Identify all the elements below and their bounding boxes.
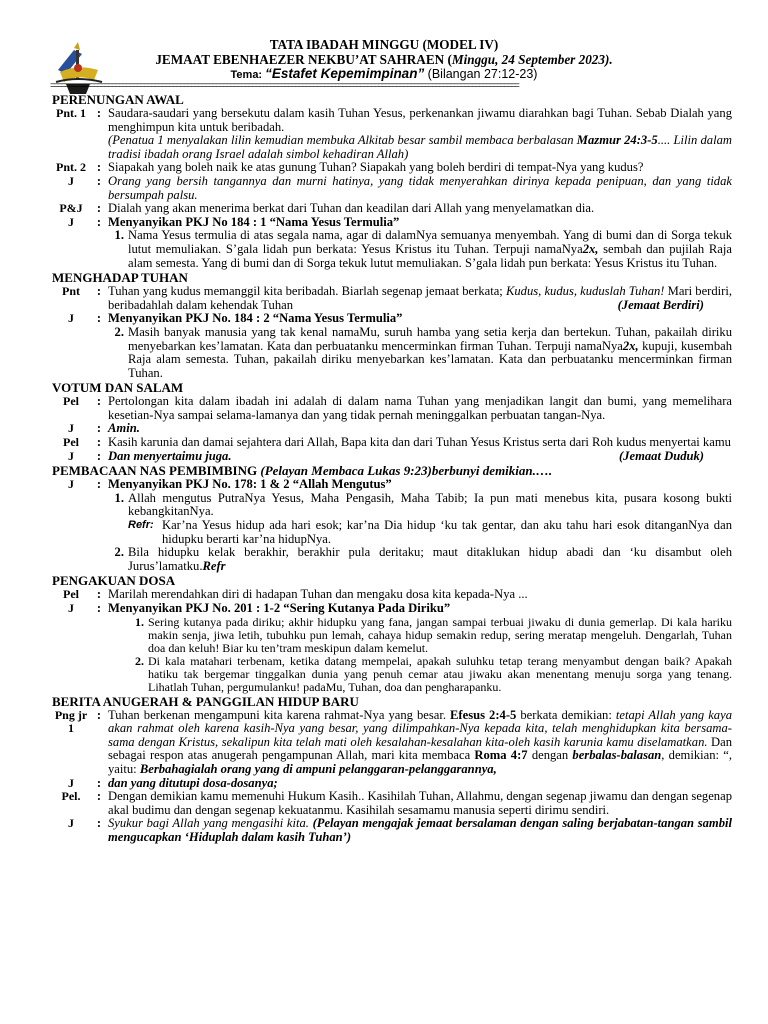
text: Di kala matahari terbenam, ketika datang mempelai, apakah suluhku tetap terang menyambut dengan baik? Apakah hatiku tak bergemar tinggalkan dunia yang penuh cemar atau jiwaku akan menentang menuju sorga yang tenang. Lihatlah Tuhan, pergumulanku! padaMu, Tuhan, doa dan pengharapanku. (148, 653, 732, 694)
section-pembacaan-nas (52, 464, 732, 478)
text: 2. (114, 324, 124, 339)
text: (Jemaat Berdiri) (617, 297, 704, 312)
liturgy-row (52, 422, 732, 436)
text: Dan sebagai respon atas anugerah pengampunan Allah, mari kita membaca (108, 734, 732, 763)
text: 2x, (582, 241, 599, 256)
text: Tuhan berkenan mengampuni kita karena rahmat-Nya yang besar. (108, 707, 451, 722)
section-menghadap-tuhan: MENGHADAP TUHAN (52, 270, 188, 286)
song-title: Menyanyikan PKJ No. 184 : 2 “Nama Yesus Termulia” (108, 311, 403, 326)
text: : (96, 477, 102, 492)
text: J (68, 816, 74, 831)
text: Dengan demikian kamu memenuhi Hukum Kasih.. Kasihilah Tuhan, Allahmu, dengan segenap jiwamu dan dengan segenap akal budimu dan dengan segenap kekuatanmu. Kasihilah sesamamu manusia seperti dirimu sendiri. (108, 789, 732, 817)
section-pengakuan-dosa: PENGAKUAN DOSA (52, 573, 176, 589)
text: : (96, 284, 102, 299)
text: Pel (63, 394, 79, 409)
separator-line: ================================================================================================================================== (50, 81, 519, 91)
text: 1. (135, 614, 144, 629)
text: Amin. (108, 421, 140, 436)
section-perenungan-awal: PERENUNGAN AWAL (52, 92, 184, 107)
song-verse (108, 546, 732, 573)
text: Syukur bagi Allah yang mengasihi kita. (108, 816, 313, 831)
liturgy-row (52, 161, 732, 175)
text: Bila hidupku kelak berakhir, berakhir pula deritaku; maut ditaklukan hidup abadi dan ‘ku disambut oleh Jurus’lamatku. (128, 545, 732, 573)
liturgy-row (52, 790, 732, 817)
text: J (68, 601, 74, 615)
speaker-label: Pnt. 1 (56, 106, 86, 120)
liturgy-row (52, 588, 732, 602)
section-berita-anugerah: BERITA ANUGERAH & PANGGILAN HIDUP BARU (52, 693, 359, 709)
text: (Penatua 1 menyalakan lilin kemudian membuka Alkitab besar sambil membaca berbalasan (108, 133, 577, 148)
speaker-label: Pnt. 2 (56, 160, 86, 175)
text: Saudara-saudari yang bersekutu dalam kasih Tuhan Yesus, perkenankan jiwamu diarahkan bagi Tuhan. Sebab Dialah yang menghimpun kita untuk beribadah. (108, 106, 732, 134)
song-row (52, 312, 732, 326)
text: Tuhan yang kudus memanggil kita beribadah. Biarlah segenap jemaat berkata; (108, 284, 506, 299)
liturgy-content (52, 92, 732, 845)
liturgy-row (52, 285, 732, 312)
text: : (96, 816, 102, 831)
text: : (96, 394, 102, 409)
text: kupuji, kusembah Raja alam semesta. Tuhan, pakailah diriku menyebarkan kes’lamatan. Kata dan perbuatanku mencerminkan firman Tuhan. (128, 338, 733, 380)
text: “Estafet Kepemimpinan” (265, 66, 425, 81)
document-header (0, 38, 768, 83)
text: Sering kutanya pada diriku; akhir hidupku yang fana, jangan sampai terbuai jiwaku di dunia gemerlap. Di kala hariku makin senja, jiwa letih, tubuhku pun lemah, cahaya hidup semakin redup, sering meratap mengeluh. Dengarlah, Tuhan doa dan keluh! Biar ku ten’tram meskipun dalam kemelut. (148, 614, 732, 655)
text: J (68, 775, 74, 790)
text: : (96, 448, 102, 463)
text: : (96, 601, 102, 615)
text: : (96, 421, 102, 436)
song-verse (108, 229, 732, 270)
text: Marilah merendahkan diri di hadapan Tuhan dan mengaku dosa kita kepada-Nya ... (108, 587, 528, 602)
text: Kasih karunia dan damai sejahtera dari Allah, Bapa kita dan dari Tuhan Yesus Kristus serta dari Roh kudus menyertai kamu (108, 435, 731, 450)
song-title: Menyanyikan PKJ No 184 : 1 “Nama Yesus Termulia” (108, 214, 400, 229)
text: Berbahagialah orang yang di ampuni pelanggaran-pelanggarannya, (139, 761, 497, 776)
liturgy-row (52, 777, 732, 791)
text: Minggu, 24 September 2023). (451, 51, 613, 67)
text: sembah dan pujilah Raja alam semesta. Yang di bumi dan di Sorga tekuk lutut memuliakan. S’gala lidah pun berkata: Yesus Kristus itu Tuhan. (128, 241, 732, 270)
speaker-label: P&J (59, 201, 83, 216)
liturgy-row (52, 107, 732, 161)
text: Tema: (230, 69, 266, 81)
song-row (52, 602, 732, 616)
speaker-label: J (68, 173, 74, 188)
song-verse (128, 616, 732, 655)
text: Siapakah yang boleh naik ke atas gunung Tuhan? Siapakah yang boleh berdiri di tempat-Nya yang kudus? (108, 160, 644, 175)
song-verse (128, 655, 732, 694)
text: dengan (527, 748, 573, 763)
song-row (52, 478, 732, 492)
text: berbalas-balasan (572, 748, 662, 763)
text: Pel (63, 587, 79, 602)
liturgy-row (52, 450, 732, 464)
text: : (96, 435, 102, 450)
text: Pel (63, 435, 79, 450)
song-verse (108, 492, 732, 519)
section-votum-dan-salam: VOTUM DAN SALAM (52, 380, 184, 396)
song-verse (108, 326, 732, 380)
text: Mazmur 24:3-5 (576, 133, 658, 148)
song-title: Menyanyikan PKJ No. 201 : 1-2 “Sering Kutanya Pada Diriku” (108, 601, 451, 615)
text: : (96, 587, 102, 602)
text: : (96, 201, 102, 216)
liturgy-row (52, 175, 732, 202)
text: J (68, 421, 74, 436)
doc-title: TATA IBADAH MINGGU (MODEL IV) (269, 37, 499, 52)
text: 2x, (622, 338, 639, 353)
text: (Bilangan 27:12-23) (424, 67, 538, 81)
text: Allah mengutus PutraNya Yesus, Maha Pengasih, Maha Tabib; Ia pun mati menebus kita, pusara kosong bukti kebangkitanNya. (128, 490, 732, 519)
text: Pel. (61, 789, 81, 804)
text: Refr (202, 558, 226, 573)
text: Refr: (128, 519, 154, 532)
text: 1. (114, 490, 124, 505)
text: Png jr 1 (54, 707, 88, 736)
song-refrain (128, 519, 732, 546)
text: : (96, 311, 102, 326)
text: J (68, 311, 74, 326)
text: Orang yang bersih tangannya dan murni hatinya, yang tidak menyerahkan dirinya kepada penipuan, dan yang tidak bersumpah palsu. (108, 173, 732, 202)
text: 2. (114, 545, 124, 560)
text: Dan menyertaimu juga. (108, 448, 232, 463)
text: .... Lilin dalam tradisi ibadah orang Israel adalah simbol kehadiran Allah) (108, 133, 732, 161)
text: J (68, 448, 74, 463)
text: : (96, 775, 102, 790)
song-row (52, 216, 732, 230)
text: (Jemaat Duduk) (618, 448, 704, 463)
text: Kudus, kudus, kuduslah Tuhan! (505, 284, 665, 299)
text: JEMAAT EBENHAEZER NEKBU’AT SAHRAEN ( (155, 51, 452, 67)
text: : (96, 106, 102, 120)
text: Mari berdiri, beribadahlah dalam kehendak Tuhan (108, 284, 732, 312)
church-line (0, 53, 768, 68)
song-title: Menyanyikan PKJ No. 178: 1 & 2 “Allah Mengutus” (108, 477, 392, 492)
text: : (96, 214, 102, 229)
text: 1. (114, 228, 124, 243)
text: tetapi Allah yang kaya akan rahmat oleh karena kasih-Nya yang besar, yang dilimpahkan-Nya kepada kita, telah menghidupkan kita bersama-sama dengan Kristus, sekalipun kita telah mati oleh kesalahan-kesalahan kita-oleh kasih karunia kamu diselamatkan. (108, 707, 732, 749)
text: : (96, 160, 102, 175)
text: J (68, 214, 74, 229)
liturgy-row (52, 436, 732, 450)
text: Roma 4:7 (474, 748, 528, 763)
text: : (96, 707, 102, 722)
text: PEMBACAAN NAS PEMBIMBING (52, 463, 261, 479)
text: (Pelayan Membaca Lukas 9:23)berbunyi demikian.…. (260, 463, 553, 479)
text: : (96, 789, 102, 804)
text: : (96, 173, 102, 188)
text: Nama Yesus termulia di atas segala nama, agar di dalamNya semuanya menyembah. Yang di bumi dan di Sorga tekuk lutut memuliakan. S’gala lidah pun berkata: Yesus Kristus itu Tuhan. Terpuji namaNya (128, 228, 732, 256)
text: dan yang ditutupi dosa-dosanya; (108, 775, 278, 790)
text: 2. (135, 653, 144, 668)
liturgy-row (52, 709, 732, 777)
text: , demikian: “, yaitu: (108, 748, 732, 776)
text: (Pelayan mengajak jemaat bersalaman dengan saling berjabatan-tangan sambil mengucapkan ‘Hiduplah dalam kasih Tuhan’) (108, 816, 732, 844)
text: berkata demikian: (516, 707, 616, 722)
text: Pertolongan kita dalam ibadah ini adalah di dalam nama Tuhan yang menjadikan langit dan bumi, yang memelihara kesetian-Nya sampai selama-lamanya dan yang tidak pernah meninggalkan perbuatan tangan-Nya. (108, 394, 732, 422)
text: Efesus 2:4-5 (450, 707, 517, 722)
text: Masih banyak manusia yang tak kenal namaMu, suruh hamba yang setia kerja dan bertekun. Tuhan, pakailah diriku menyebarkan kes’lamatan. Kata dan perbuatanku mencerminkan firman Tuhan. Terpuji namaNya (128, 324, 732, 353)
liturgy-row (52, 817, 732, 844)
text: J (68, 477, 74, 492)
text: Pnt (62, 284, 80, 299)
text: Kar’na Yesus hidup ada hari esok; kar’na Dia hidup ‘ku tak gentar, dan aku tahu hari esok ditanganNya dan hidupku berarti kar’na hidupNya. (162, 518, 732, 546)
text: Dialah yang akan menerima berkat dari Tuhan dan keadilan dari Allah yang menyelamatkan dia. (108, 201, 595, 216)
liturgy-row (52, 395, 732, 422)
liturgy-row (52, 202, 732, 216)
